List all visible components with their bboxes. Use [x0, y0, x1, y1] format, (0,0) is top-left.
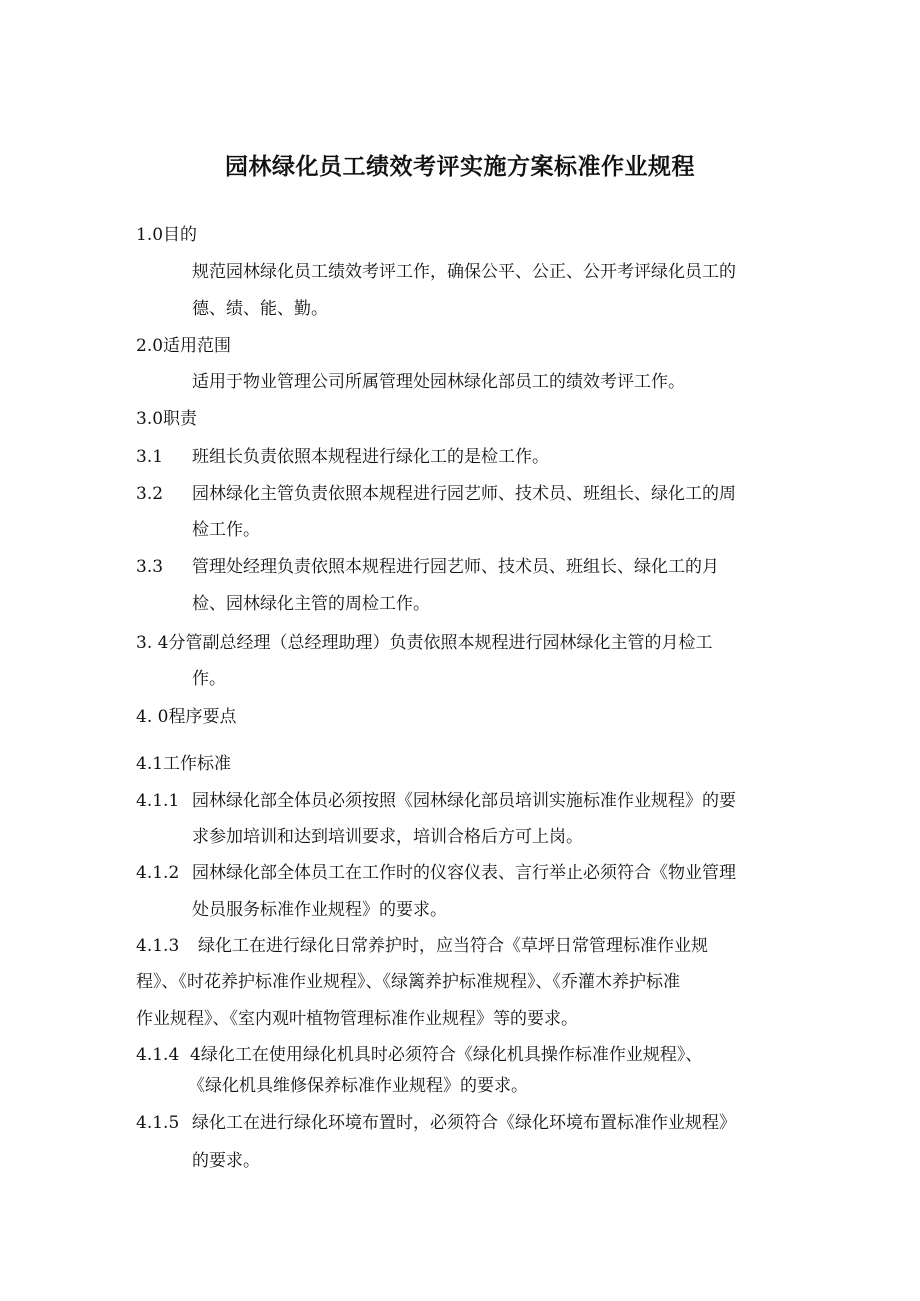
purpose-text-line: 规范园林绿化员工绩效考评工作，确保公平、公正、公开考评绿化员工的 — [192, 262, 736, 282]
purpose-text-line: 德、绩、能、勤。 — [192, 299, 328, 319]
standard-text-line: 绿化工在进行绿化环境布置时，必须符合《绿化环境布置标准作业规程》 — [192, 1113, 736, 1133]
item-number: 3.1 — [136, 447, 164, 467]
responsibility-text-line: 作。 — [192, 669, 226, 689]
section-heading-scope: 2.0适用范围 — [136, 336, 232, 356]
standard-text-line: 绿化工在进行绿化日常养护时，应当符合《草坪日常管理标准作业规 — [198, 936, 708, 956]
section-heading-procedure: 4. 0程序要点 — [136, 707, 237, 727]
responsibility-text-line: 园林绿化主管负责依照本规程进行园艺师、技术员、班组长、绿化工的周 — [192, 484, 736, 504]
item-number: 4.1.1 — [136, 791, 180, 811]
responsibility-text-line: 班组长负责依照本规程进行绿化工的是检工作。 — [192, 447, 549, 467]
responsibility-text-line: 检、园林绿化主管的周检工作。 — [192, 594, 430, 614]
standard-text-line: 园林绿化部全体员必须按照《园林绿化部员培训实施标准作业规程》的要 — [192, 791, 736, 811]
item-number: 3.2 — [136, 484, 164, 504]
scope-text-line: 适用于物业管理公司所属管理处园林绿化部员工的绩效考评工作。 — [192, 372, 685, 392]
standard-text-line: 园林绿化部全体员工在工作时的仪容仪表、言行举止必须符合《物业管理 — [192, 863, 736, 883]
section-heading-responsibilities: 3.0职责 — [136, 409, 198, 429]
standard-text-line: 4绿化工在使用绿化机具时必须符合《绿化机具操作标准作业规程》、 — [190, 1045, 703, 1065]
standard-text-line: 处员服务标准作业规程》的要求。 — [192, 900, 447, 920]
item-number: 4.1.5 — [136, 1113, 180, 1133]
responsibility-text-line: 管理处经理负责依照本规程进行园艺师、技术员、班组长、绿化工的月 — [192, 557, 719, 577]
section-heading-purpose: 1.0目的 — [136, 225, 198, 245]
item-number: 4.1.3 — [136, 936, 180, 956]
responsibility-text-line: 检工作。 — [192, 520, 260, 540]
standard-text-line: 求参加培训和达到培训要求，培训合格后方可上岗。 — [192, 827, 583, 847]
subsection-heading-work-standard: 4.1工作标准 — [136, 754, 232, 774]
responsibility-text-line: 3. 4分管副总经理（总经理助理）负责依照本规程进行园林绿化主管的月检工 — [136, 633, 713, 653]
document-title: 园林绿化员工绩效考评实施方案标准作业规程 — [225, 154, 695, 180]
item-number: 3.3 — [136, 557, 164, 577]
item-number: 4.1.4 — [136, 1045, 180, 1065]
standard-text-line: 程》、《时花养护标准作业规程》、《绿篱养护标准规程》、《乔灌木养护标准 — [136, 972, 680, 992]
standard-text-line: 的要求。 — [192, 1151, 260, 1171]
standard-text-line: 作业规程》、《室内观叶植物管理标准作业规程》等的要求。 — [136, 1009, 578, 1029]
standard-text-line: 《绿化机具维修保养标准作业规程》的要求。 — [188, 1076, 528, 1096]
item-number: 4.1.2 — [136, 863, 180, 883]
